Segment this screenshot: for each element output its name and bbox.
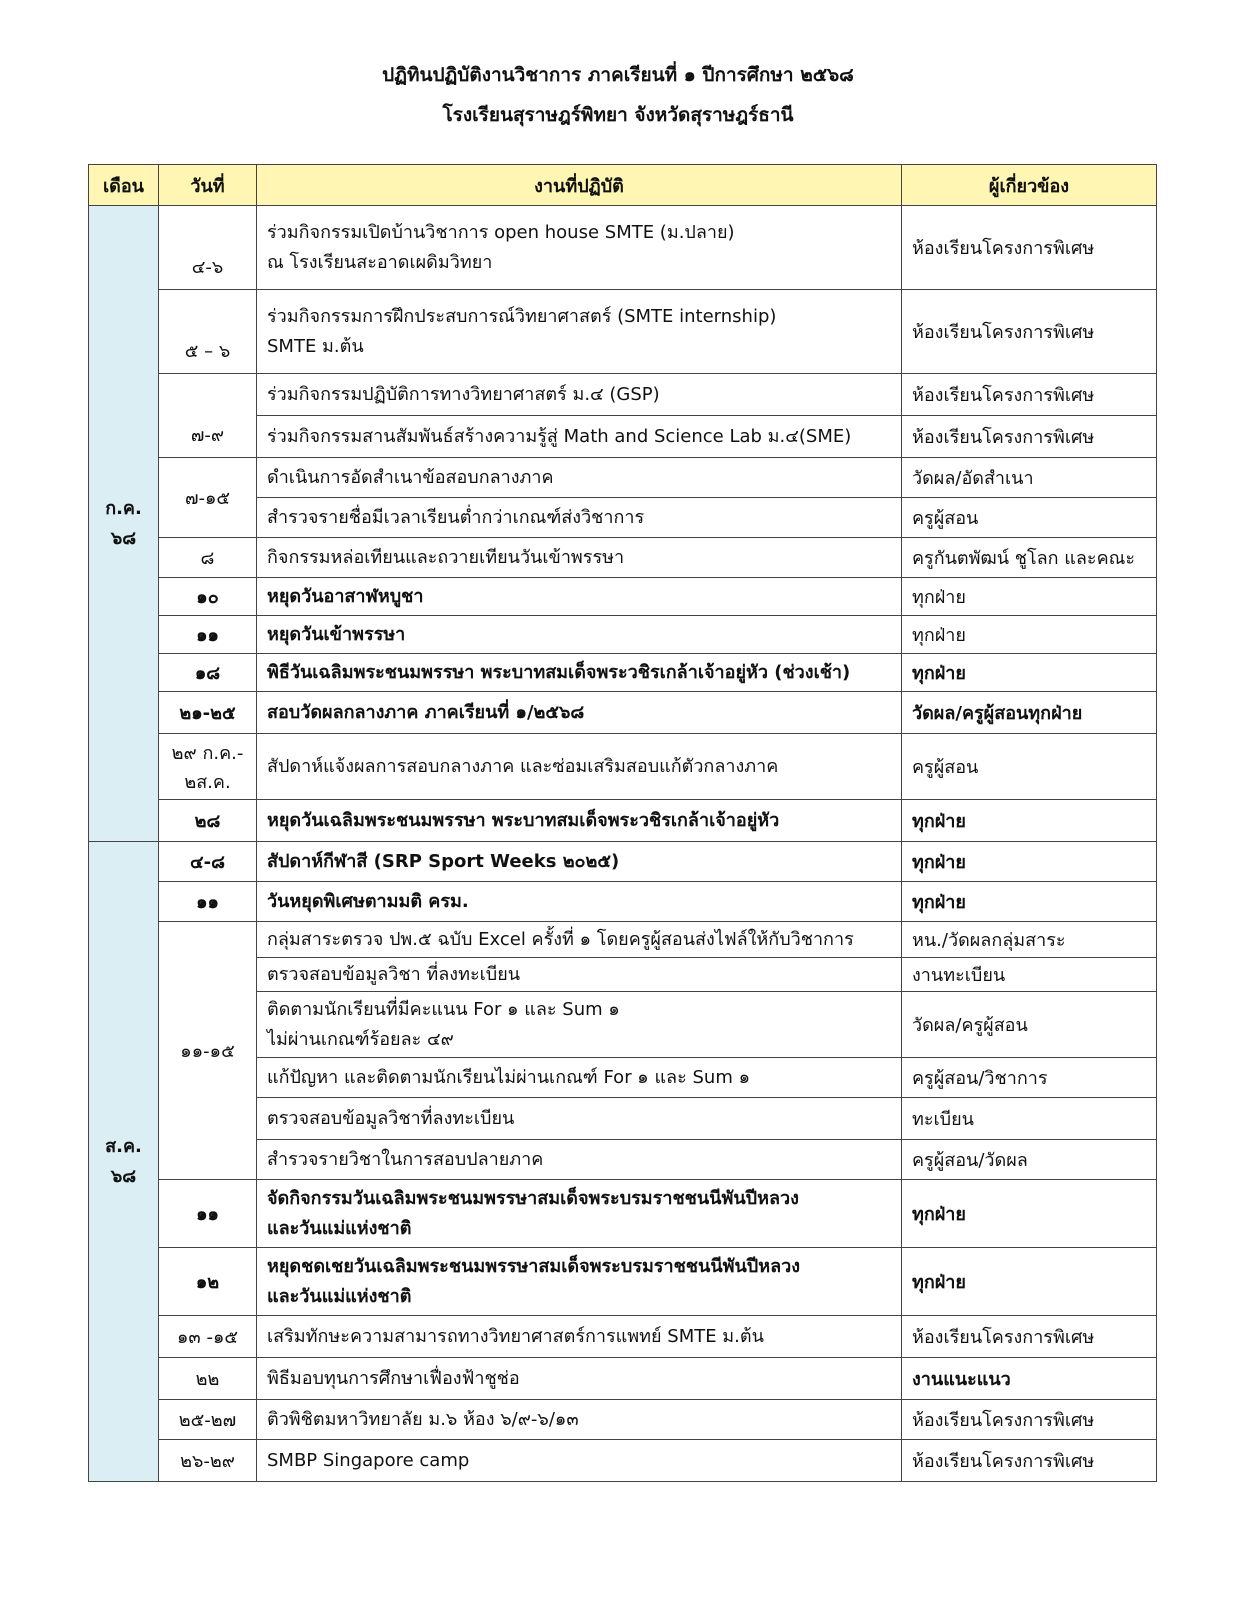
date-cell: ๒๖-๒๙ <box>159 1440 257 1482</box>
month-label: ส.ค. ๖๘ <box>105 1135 142 1187</box>
table-row <box>89 842 1157 882</box>
date-cell: ๑๑-๑๕ <box>159 922 257 1180</box>
date-cell: ๒๑-๒๕ <box>159 692 257 734</box>
table-body <box>89 206 1157 1482</box>
date-cell: ๗-๑๕ <box>159 458 257 538</box>
task-cell: SMBP Singapore camp <box>257 1440 902 1482</box>
table-row <box>89 206 1157 290</box>
task-cell: ติดตามนักเรียนที่มีคะแนน For ๑ และ Sum ๑ ไม่ผ่านเกณฑ์ร้อยละ ๔๙ <box>257 992 902 1058</box>
table-row <box>89 458 1157 498</box>
header-task: งานที่ปฏิบัติ <box>257 165 902 206</box>
task-cell: สำรวจรายชื่อมีเวลาเรียนต่ำกว่าเกณฑ์ส่งวิชาการ <box>257 498 902 538</box>
task-cell: แก้ปัญหา และติดตามนักเรียนไม่ผ่านเกณฑ์ For ๑ และ Sum ๑ <box>257 1058 902 1098</box>
responsible-cell: ทะเบียน <box>902 1098 1157 1140</box>
task-cell: พิธีวันเฉลิมพระชนมพรรษา พระบาทสมเด็จพระวชิรเกล้าเจ้าอยู่หัว (ช่วงเช้า) <box>257 654 902 692</box>
responsible-cell: ห้องเรียนโครงการพิเศษ <box>902 290 1157 374</box>
responsible-cell: ทุกฝ่าย <box>902 578 1157 616</box>
table-row <box>89 538 1157 578</box>
date-cell: ๒๘ <box>159 800 257 842</box>
task-cell: วันหยุดพิเศษตามมติ ครม. <box>257 882 902 922</box>
date-cell: ๑๓ -๑๕ <box>159 1316 257 1358</box>
task-cell: ร่วมกิจกรรมสานสัมพันธ์สร้างความรู้สู่ Math and Science Lab ม.๔(SME) <box>257 416 902 458</box>
table-row <box>89 1316 1157 1358</box>
task-cell: ติวพิชิตมหาวิทยาลัย ม.๖ ห้อง ๖/๙-๖/๑๓ <box>257 1400 902 1440</box>
task-cell: ร่วมกิจกรรมเปิดบ้านวิชาการ open house SMTE (ม.ปลาย) ณ โรงเรียนสะอาดเผดิมวิทยา <box>257 206 902 290</box>
responsible-cell: ทุกฝ่าย <box>902 800 1157 842</box>
date-cell: ๑๑ <box>159 882 257 922</box>
responsible-cell: วัดผล/ครูผู้สอน <box>902 992 1157 1058</box>
responsible-cell: ห้องเรียนโครงการพิเศษ <box>902 206 1157 290</box>
date-cell: ๑๑ <box>159 616 257 654</box>
responsible-cell: ทุกฝ่าย <box>902 882 1157 922</box>
date-cell: ๕ – ๖ <box>159 290 257 374</box>
date-cell: ๔-๘ <box>159 842 257 882</box>
task-cell: สอบวัดผลกลางภาค ภาคเรียนที่ ๑/๒๕๖๘ <box>257 692 902 734</box>
task-cell: หยุดวันอาสาฬหบูชา <box>257 578 902 616</box>
responsible-cell: ทุกฝ่าย <box>902 1248 1157 1316</box>
task-cell: สัปดาห์กีฬาสี (SRP Sport Weeks ๒๐๒๕) <box>257 842 902 882</box>
task-cell: หยุดวันเข้าพรรษา <box>257 616 902 654</box>
responsible-cell: ทุกฝ่าย <box>902 616 1157 654</box>
responsible-cell: ครูผู้สอน <box>902 498 1157 538</box>
responsible-cell: ครูผู้สอน/วิชาการ <box>902 1058 1157 1098</box>
table-row <box>89 1440 1157 1482</box>
table-row <box>89 922 1157 958</box>
responsible-cell: ห้องเรียนโครงการพิเศษ <box>902 1316 1157 1358</box>
table-row <box>89 654 1157 692</box>
date-cell: ๒๒ <box>159 1358 257 1400</box>
table-row <box>89 692 1157 734</box>
table-row <box>89 374 1157 416</box>
task-cell: ดำเนินการอัดสำเนาข้อสอบกลางภาค <box>257 458 902 498</box>
responsible-cell: ห้องเรียนโครงการพิเศษ <box>902 1440 1157 1482</box>
document-subtitle: โรงเรียนสุราษฎร์พิทยา จังหวัดสุราษฎร์ธานี <box>442 104 794 126</box>
table-row <box>89 578 1157 616</box>
responsible-cell: ห้องเรียนโครงการพิเศษ <box>902 1400 1157 1440</box>
table-row <box>89 616 1157 654</box>
table-row <box>89 800 1157 842</box>
task-cell: สำรวจรายวิชาในการสอบปลายภาค <box>257 1140 902 1180</box>
date-cell: ๒๙ ก.ค.- ๒ส.ค. <box>159 734 257 800</box>
task-cell: ร่วมกิจกรรมการฝึกประสบการณ์วิทยาศาสตร์ (SMTE internship) SMTE ม.ต้น <box>257 290 902 374</box>
responsible-cell: งานทะเบียน <box>902 958 1157 992</box>
task-cell: พิธีมอบทุนการศึกษาเฟื่องฟ้าชูช่อ <box>257 1358 902 1400</box>
date-cell: ๑๘ <box>159 654 257 692</box>
date-cell: ๔-๖ <box>159 206 257 290</box>
date-cell: ๑๒ <box>159 1248 257 1316</box>
task-cell: ร่วมกิจกรรมปฏิบัติการทางวิทยาศาสตร์ ม.๔ (GSP) <box>257 374 902 416</box>
table-header-row <box>89 165 1157 206</box>
responsible-cell: วัดผล/ครูผู้สอนทุกฝ่าย <box>902 692 1157 734</box>
date-cell: ๑๑ <box>159 1180 257 1248</box>
responsible-cell: ทุกฝ่าย <box>902 1180 1157 1248</box>
task-cell: ตรวจสอบข้อมูลวิชาที่ลงทะเบียน <box>257 1098 902 1140</box>
header-responsible: ผู้เกี่ยวข้อง <box>902 165 1157 206</box>
table-row <box>89 1358 1157 1400</box>
responsible-cell: ครูผู้สอน <box>902 734 1157 800</box>
task-cell: เสริมทักษะความสามารถทางวิทยาศาสตร์การแพทย์ SMTE ม.ต้น <box>257 1316 902 1358</box>
task-cell: กิจกรรมหล่อเทียนและถวายเทียนวันเข้าพรรษา <box>257 538 902 578</box>
responsible-cell: ทุกฝ่าย <box>902 842 1157 882</box>
month-label: ก.ค. ๖๘ <box>105 497 142 549</box>
task-cell: จัดกิจกรรมวันเฉลิมพระชนมพรรษาสมเด็จพระบรมราชชนนีพันปีหลวง และวันแม่แห่งชาติ <box>257 1180 902 1248</box>
responsible-cell: ครูผู้สอน/วัดผล <box>902 1140 1157 1180</box>
date-cell: ๘ <box>159 538 257 578</box>
header-month: เดือน <box>89 165 159 206</box>
responsible-cell: วัดผล/อัดสำเนา <box>902 458 1157 498</box>
table-row <box>89 1248 1157 1316</box>
table-row <box>89 290 1157 374</box>
task-cell: สัปดาห์แจ้งผลการสอบกลางภาค และซ่อมเสริมสอบแก้ตัวกลางภาค <box>257 734 902 800</box>
responsible-cell: งานแนะแนว <box>902 1358 1157 1400</box>
responsible-cell: หน./วัดผลกลุ่มสาระ <box>902 922 1157 958</box>
table-row <box>89 1400 1157 1440</box>
task-cell: ตรวจสอบข้อมูลวิชา ที่ลงทะเบียน <box>257 958 902 992</box>
responsible-cell: ทุกฝ่าย <box>902 654 1157 692</box>
table-row <box>89 734 1157 800</box>
task-cell: หยุดชดเชยวันเฉลิมพระชนมพรรษาสมเด็จพระบรมราชชนนีพันปีหลวง และวันแม่แห่งชาติ <box>257 1248 902 1316</box>
month-cell <box>89 206 159 842</box>
date-cell: ๒๕-๒๗ <box>159 1400 257 1440</box>
responsible-cell: ห้องเรียนโครงการพิเศษ <box>902 416 1157 458</box>
header-date: วันที่ <box>159 165 257 206</box>
table-row <box>89 882 1157 922</box>
document-title: ปฏิทินปฏิบัติงานวิชาการ ภาคเรียนที่ ๑ ปีการศึกษา ๒๕๖๘ <box>382 64 854 86</box>
table-row <box>89 1180 1157 1248</box>
responsible-cell: ครูกันตพัฒน์ ชูโลก และคณะ <box>902 538 1157 578</box>
task-cell: หยุดวันเฉลิมพระชนมพรรษา พระบาทสมเด็จพระวชิรเกล้าเจ้าอยู่หัว <box>257 800 902 842</box>
month-cell <box>89 842 159 1482</box>
date-cell: ๗-๙ <box>159 374 257 458</box>
date-cell: ๑๐ <box>159 578 257 616</box>
calendar-table <box>88 164 1157 1482</box>
task-cell: กลุ่มสาระตรวจ ปพ.๕ ฉบับ Excel ครั้งที่ ๑ โดยครูผู้สอนส่งไฟล์ให้กับวิชาการ <box>257 922 902 958</box>
responsible-cell: ห้องเรียนโครงการพิเศษ <box>902 374 1157 416</box>
